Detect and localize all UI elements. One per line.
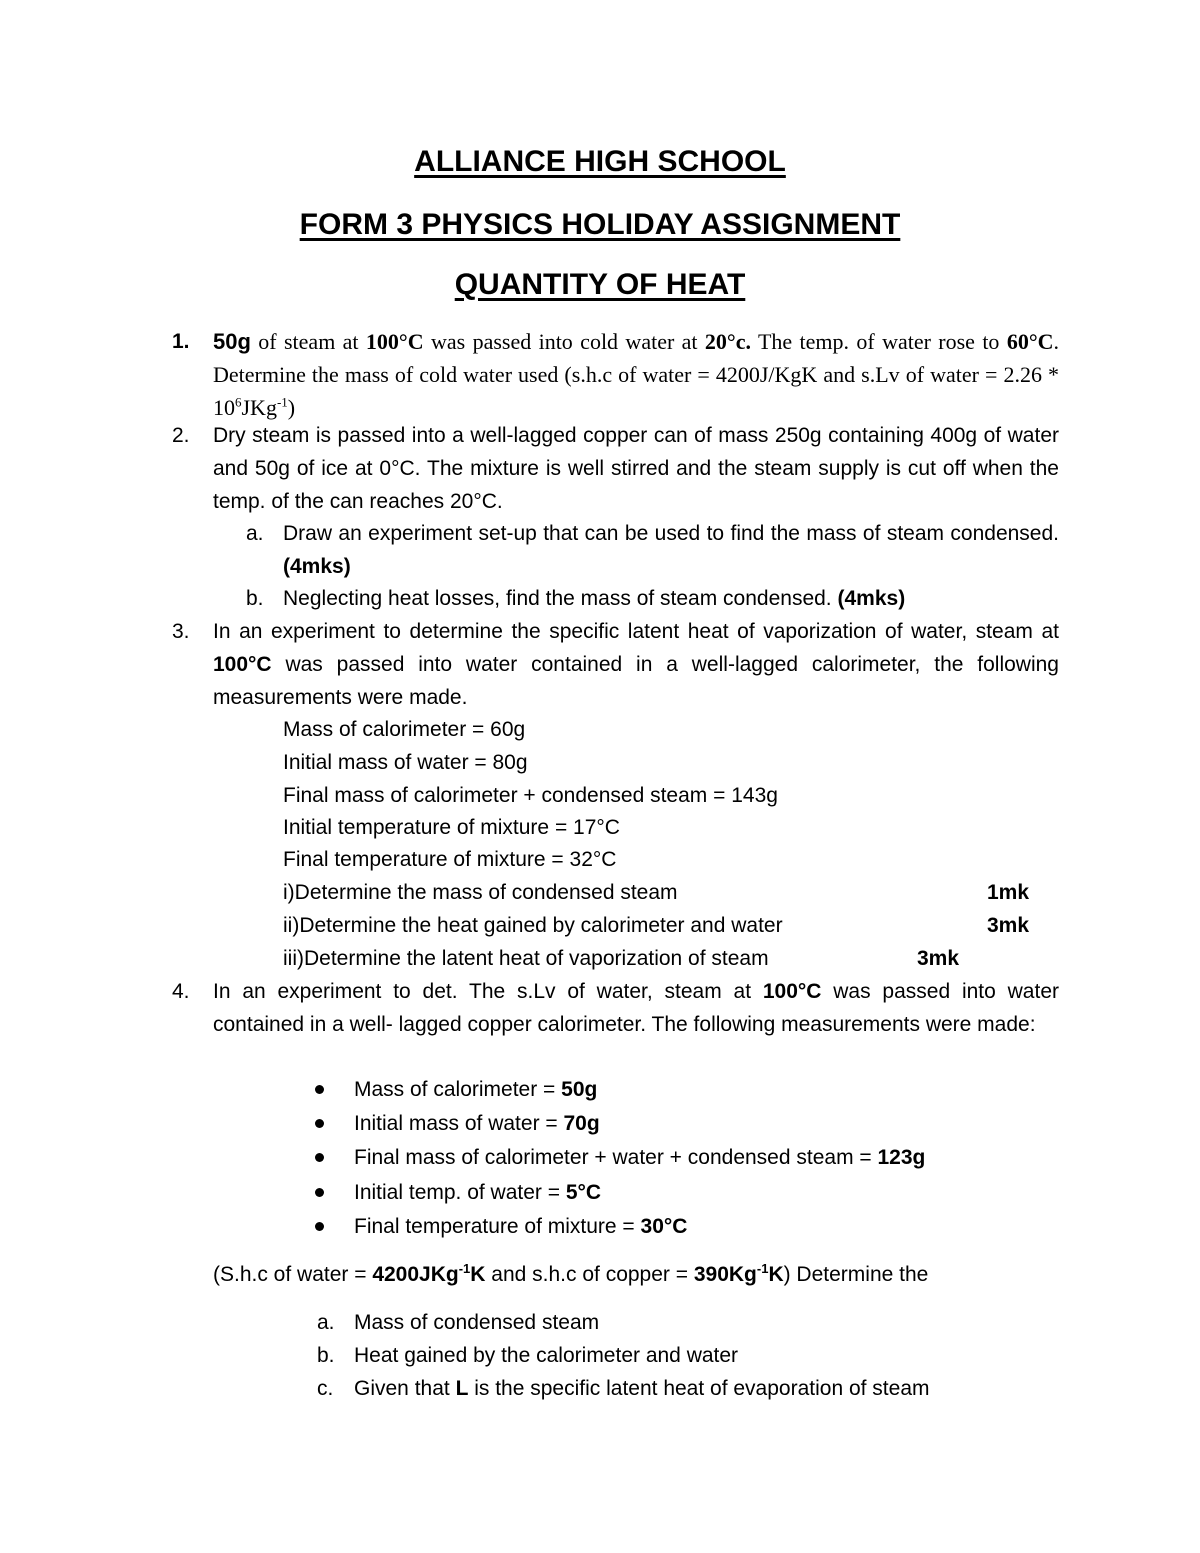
q1-temp-steam: 100°C <box>365 329 424 354</box>
q3-text <box>213 615 1059 714</box>
q4-unit: K <box>768 1263 784 1286</box>
q4-measurement <box>354 1073 597 1106</box>
q3-measurement: Final temperature of mixture = 32°C <box>283 848 617 871</box>
q4-measurement-value: 70g <box>563 1112 600 1135</box>
q3-part-text: Determine the mass of condensed steam <box>294 881 678 904</box>
bullet-icon <box>315 1085 324 1094</box>
q3-part-label: ii) <box>283 914 300 937</box>
q2-text: Dry steam is passed into a well-lagged copper can of mass 250g containing 400g of water and 50g of ice at 0°C. The mixture is well stirred and the steam supply is cut off when the temp. of the can reaches 20°C. <box>213 424 1059 513</box>
q4-measurement <box>354 1176 601 1209</box>
q4-measurement-label: Initial temp. of water = <box>354 1181 566 1204</box>
q4-measurement-label: Final mass of calorimeter + water + condensed steam = <box>354 1146 878 1169</box>
q4-text <box>213 975 1059 1041</box>
q1-mass: 50g <box>213 329 251 354</box>
q4-measurement-value: 123g <box>877 1146 926 1169</box>
q2b-marks: (4mks) <box>837 587 906 610</box>
q4-measurement-value: 50g <box>561 1078 598 1101</box>
q1-text-part: was passed into cold water at <box>423 329 705 354</box>
q2a-question: Draw an experiment set-up that can be used to find the mass of steam condensed. <box>283 522 1059 545</box>
q2b-text <box>283 582 905 615</box>
q3-measurement: Final mass of calorimeter + condensed steam = 143g <box>283 784 778 807</box>
q4-constants-text: and s.h.c of copper = <box>485 1263 694 1286</box>
topic-title: QUANTITY OF HEAT <box>454 268 746 301</box>
q1-number: 1. <box>172 330 190 353</box>
q1-text-part: JKg <box>241 395 277 420</box>
q1-temp-cold: 20°c. <box>704 329 751 354</box>
q4b-label: b. <box>317 1344 335 1367</box>
q2b-label: b. <box>246 587 264 610</box>
q3-part-text: Determine the heat gained by calorimeter and water <box>299 914 783 937</box>
assignment-title: FORM 3 PHYSICS HOLIDAY ASSIGNMENT <box>299 208 901 241</box>
q1-text <box>213 325 1059 424</box>
q4-constants-text: (S.h.c of water = <box>213 1263 373 1286</box>
q3-measurement: Initial mass of water = 80g <box>283 751 528 774</box>
q3-part-label: i) <box>283 881 295 904</box>
q4a-label: a. <box>317 1311 335 1334</box>
q1-text-part: The temp. of water rose to <box>750 329 1007 354</box>
bullet-icon <box>315 1119 324 1128</box>
q4c-text-part: is the specific latent heat of evaporation of steam <box>468 1377 930 1400</box>
q1-exponent: 6 <box>235 394 242 410</box>
q4-measurement-value: 30°C <box>640 1215 688 1238</box>
q4c-text <box>354 1372 930 1405</box>
q3-part-ii <box>283 909 783 942</box>
q4-shc-copper: 390Kg <box>693 1263 757 1286</box>
q3-number: 3. <box>172 620 190 643</box>
q1-temp-final: 60°C <box>1006 329 1054 354</box>
q2a-text <box>283 517 1059 583</box>
q3-measurement: Mass of calorimeter = 60g <box>283 718 526 741</box>
q4-measurement <box>354 1210 687 1243</box>
q4-number: 4. <box>172 980 190 1003</box>
q3-part-iii <box>283 942 769 975</box>
q4c-text-part: Given that <box>354 1377 456 1400</box>
q3-part-ii-marks: 3mk <box>987 914 1030 937</box>
q4-constants <box>213 1258 928 1291</box>
q2-number: 2. <box>172 424 190 447</box>
q1-text-part: ) <box>287 395 296 420</box>
q4-measurement-label: Initial mass of water = <box>354 1112 564 1135</box>
q3-text-part: was passed into water contained in a well-lagged calorimeter, the following measurements were made. <box>213 653 1059 709</box>
q3-part-text: Determine the latent heat of vaporization of steam <box>304 947 769 970</box>
q4-exponent: -1 <box>458 1261 471 1276</box>
q3-part-iii-marks: 3mk <box>917 947 960 970</box>
q3-part-label: iii) <box>283 947 304 970</box>
school-title: ALLIANCE HIGH SCHOOL <box>414 145 786 178</box>
q2a-label: a. <box>246 522 264 545</box>
q4-unit: K <box>470 1263 486 1286</box>
q4c-symbol: L <box>455 1377 469 1400</box>
q4-text-part: In an experiment to det. The s.Lv of water, steam at <box>213 980 763 1003</box>
bullet-icon <box>315 1222 324 1231</box>
q3-temp: 100°C <box>213 653 272 676</box>
q4c-label: c. <box>317 1377 334 1400</box>
q4a-text: Mass of condensed steam <box>354 1311 600 1334</box>
q2b-question: Neglecting heat losses, find the mass of steam condensed. <box>283 587 838 610</box>
q1-text-part: . Determine the mass of cold water used (s.h.c of water = 4200J/KgK and s.Lv of water = 2.26 * 10 <box>213 329 1059 420</box>
q2a-marks: (4mks) <box>283 555 351 578</box>
q4-text-part: was passed into water contained in a well- lagged copper calorimeter. The following measurements were made: <box>213 980 1059 1036</box>
q3-part-i <box>283 876 678 909</box>
q3-part-i-marks: 1mk <box>987 881 1030 904</box>
q4-measurement <box>354 1107 600 1140</box>
q4b-text: Heat gained by the calorimeter and water <box>354 1344 739 1367</box>
q4-measurement <box>354 1141 925 1174</box>
bullet-icon <box>315 1188 324 1197</box>
q3-text-part: In an experiment to determine the specific latent heat of vaporization of water, steam at <box>213 620 1059 643</box>
bullet-icon <box>315 1153 324 1162</box>
q4-temp: 100°C <box>762 980 822 1003</box>
q3-measurement: Initial temperature of mixture = 17°C <box>283 816 620 839</box>
q4-constants-text: ) Determine the <box>783 1263 929 1286</box>
q1-exponent: -1 <box>276 394 288 410</box>
q4-shc-water: 4200JKg <box>372 1263 459 1286</box>
q4-measurement-value: 5°C <box>565 1181 602 1204</box>
q4-measurement-label: Mass of calorimeter = <box>354 1078 562 1101</box>
q1-text-part: of steam at <box>250 329 366 354</box>
q4-exponent: -1 <box>756 1261 769 1276</box>
q4-measurement-label: Final temperature of mixture = <box>354 1215 641 1238</box>
